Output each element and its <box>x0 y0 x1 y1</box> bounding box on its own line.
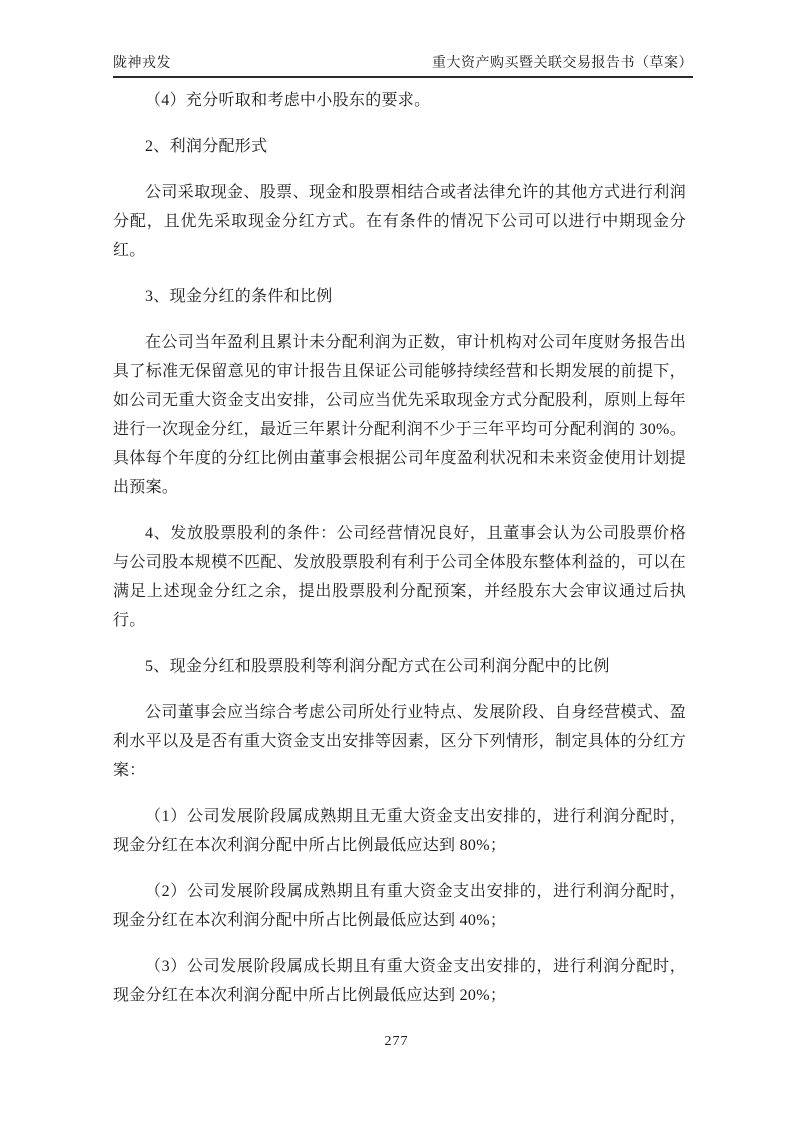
paragraph: 公司采取现金、股票、现金和股票相结合或者法律允许的其他方式进行利润分配，且优先采取现金分红方式。在有条件的情况下公司可以进行中期现金分红。 <box>113 184 686 259</box>
page-header <box>113 54 693 78</box>
header-company-name: 陇神戎发 <box>113 56 171 71</box>
paragraph: 4、发放股票股利的条件：公司经营情况良好，且董事会认为公司股票价格与公司股本规模不匹配、发放股票股利有利于公司全体股东整体利益的，可以在满足上述现金分红之余，提出股票股利分配预案，并经股东大会审议通过后执行。 <box>113 525 686 629</box>
section-heading: 3、现金分红的条件和比例 <box>145 288 333 305</box>
section-heading: 2、利润分配形式 <box>145 138 268 155</box>
page-footer <box>0 1034 793 1050</box>
paragraph: （4）充分听取和考虑中小股东的要求。 <box>145 92 431 109</box>
header-report-title: 重大资产购买暨关联交易报告书（草案） <box>432 56 693 71</box>
document-body <box>113 86 686 1010</box>
page-number: 277 <box>384 1034 409 1049</box>
paragraph: （3）公司发展阶段属成长期且有重大资金支出安排的，进行利润分配时，现金分红在本次利润分配中所占比例最低应达到 20%； <box>113 958 686 1004</box>
section-heading: 5、现金分红和股票股利等利润分配方式在公司利润分配中的比例 <box>145 658 610 675</box>
paragraph: 公司董事会应当综合考虑公司所处行业特点、发展阶段、自身经营模式、盈利水平以及是否有重大资金支出安排等因素，区分下列情形，制定具体的分红方案： <box>113 704 686 779</box>
paragraph: （1）公司发展阶段属成熟期且无重大资金支出安排的，进行利润分配时，现金分红在本次利润分配中所占比例最低应达到 80%； <box>113 808 686 854</box>
paragraph: （2）公司发展阶段属成熟期且有重大资金支出安排的，进行利润分配时，现金分红在本次利润分配中所占比例最低应达到 40%； <box>113 883 686 929</box>
paragraph: 在公司当年盈利且累计未分配利润为正数，审计机构对公司年度财务报告出具了标准无保留意见的审计报告且保证公司能够持续经营和长期发展的前提下，如公司无重大资金支出安排，公司应当优先采取现金方式分配股利，原则上每年进行一次现金分红，最近三年累计分配利润不少于三年平均可分配利润的 30%。具体每个年度的分红比例由董事会根据公司年度盈利状况和未来资金使用计划提出预案。 <box>113 334 686 496</box>
